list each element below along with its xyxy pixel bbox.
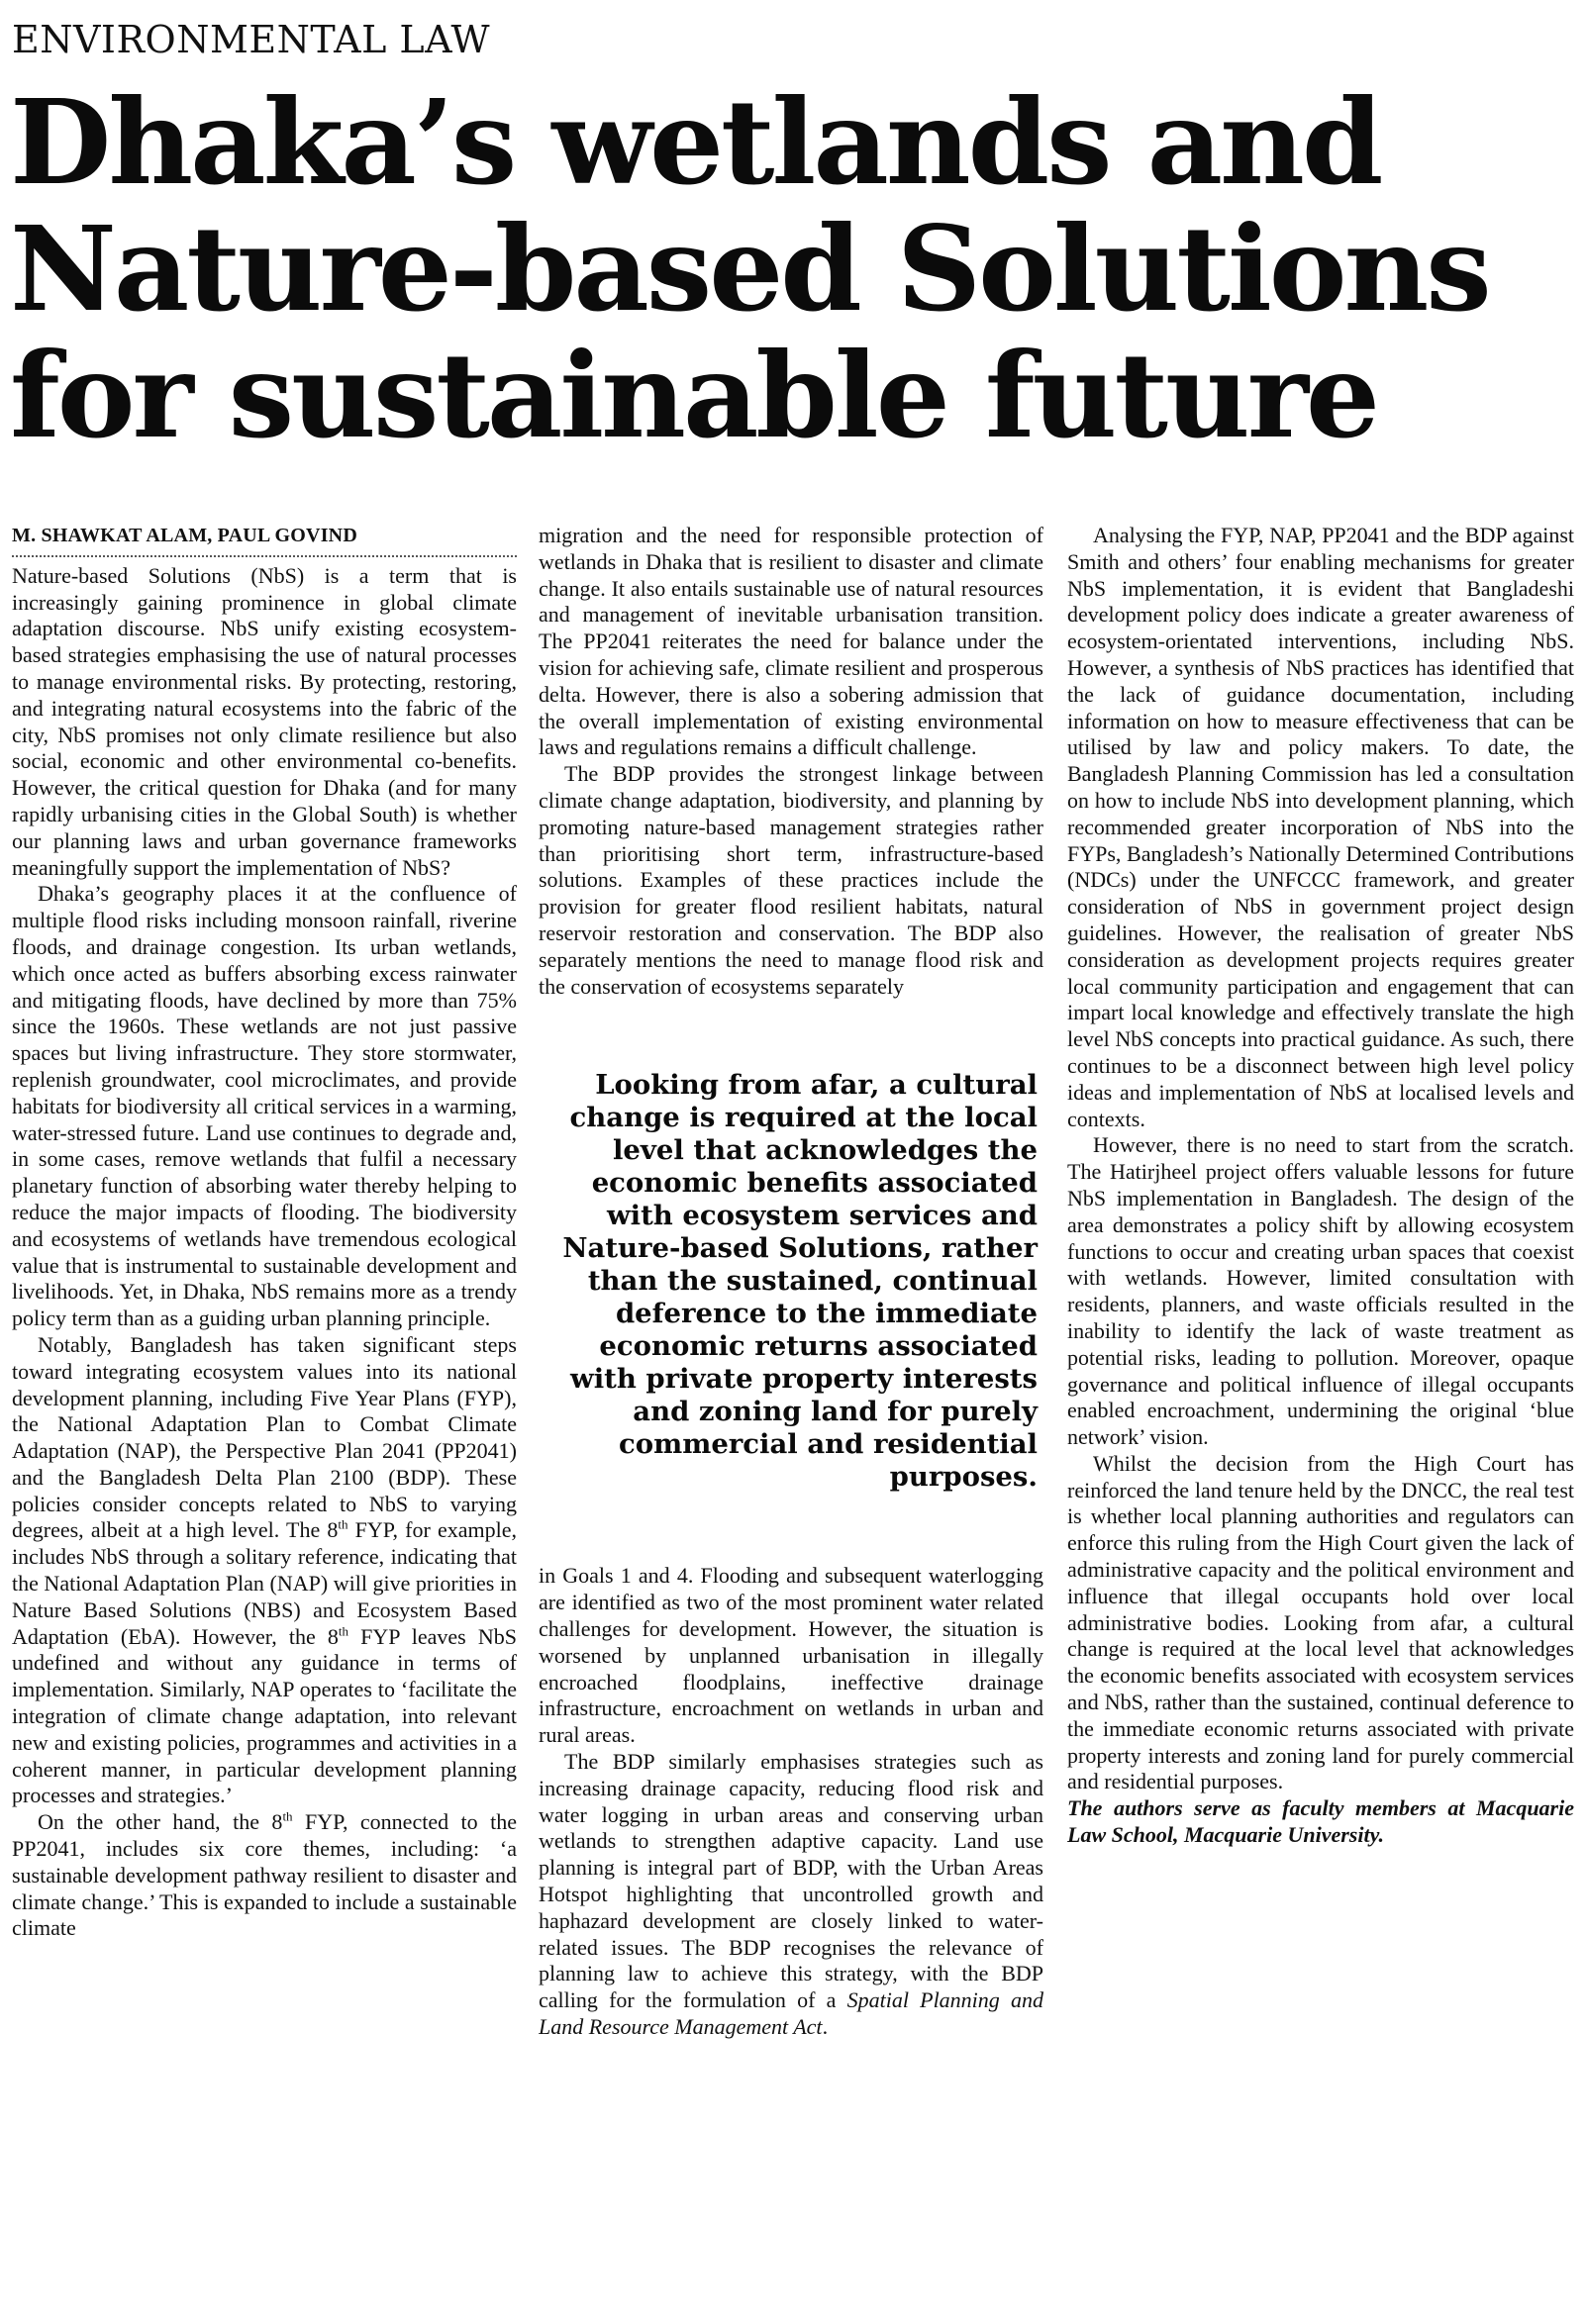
paragraph: Notably, Bangladesh has taken significant steps toward integrating ecosystem values into its national development planning, including Five Year Plans (FYP), the National Adaptation Plan to Combat Climate Adaptation (NAP), the Perspective Plan 2041 (PP2041) and the Bangladesh Delta Plan 2100 (BDP). These policies consider concepts related to NbS to varying degrees, albeit at a high level. The 8th FYP, for example, includes NbS through a solitary reference, indicating that the National Adaptation Plan (NAP) will give priorities in Nature Based Solutions (NBS) and Ecosystem Based Adaptation (EbA). However, the 8th FYP leaves NbS undefined and without any guidance in terms of implementation. Similarly, NAP operates to ‘facilitate the integration of climate change adaptation, into relevant new and existing policies, programmes and activities in a coherent manner, in particular development planning processes and strategies.’ [12, 1331, 517, 1808]
paragraph: The BDP similarly emphasises strategies such as increasing drainage capacity, reducing flood risk and water logging in urban areas and conserving urban wetlands to strengthen adaptive capacity. Land use planning is integral part of BDP, with the Urban Areas Hotspot highlighting that uncontrolled growth and haphazard development are closely linked to water-related issues. The BDP recognises the relevance of planning law to achieve this strategy, with the BDP calling for the formulation of a Spatial Planning and Land Resource Management Act. [539, 1748, 1043, 2039]
paragraph: in Goals 1 and 4. Flooding and subsequent waterlogging are identified as two of the most prominent water related challenges for development. However, the situation is worsened by unplanned urbanisation in illegally encroached floodplains, ineffective drainage infrastructure, encroachment on wetlands in urban and rural areas. [539, 1563, 1043, 1748]
column-3 [1067, 523, 1574, 2304]
act-title: Spatial Planning and Land Resource Management Act [539, 1987, 1043, 2039]
headline-line-3: for sustainable future [10, 327, 1377, 464]
column-1 [12, 523, 517, 2304]
paragraph: On the other hand, the 8th FYP, connected to the PP2041, includes six core themes, including: ‘a sustainable development pathway resilient to disaster and climate change.’ This is expanded to include a sustainable climate [12, 1808, 517, 1941]
paragraph: The BDP provides the strongest linkage between climate change adaptation, biodiversity, and planning by promoting nature-based management strategies rather than prioritising short term, infrastructure-based solutions. Examples of these practices include the provision for greater flood resilient habitats, natural reservoir restoration and conservation. The BDP also separately mentions the need to manage flood risk and the conservation of ecosystems separately [539, 761, 1043, 999]
paragraph: Dhaka’s geography places it at the confluence of multiple flood risks including monsoon rainfall, riverine floods, and drainage congestion. Its urban wetlands, which once acted as buffers absorbing excess rainwater and mitigating floods, have declined by more than 75% since the 1960s. These wetlands are not just passive spaces but living infrastructure. They store stormwater, replenish groundwater, cool microclimates, and provide habitats for biodiversity all critical services in a warming, water-stressed future. Land use continues to degrade and, in some cases, remove wetlands that fulfil a necessary planetary function of absorbing water thereby helping to reduce the major impacts of flooding. The biodiversity and ecosystems of wetlands have tremendous ecological value that is instrumental to sustainable development and livelihoods. Yet, in Dhaka, NbS remains more as a trendy policy term than as a guiding urban planning principle. [12, 881, 517, 1331]
pull-quote: Looking from afar, a cultural change is required at the local level that acknowledges the economic benefits associated with ecosystem services and Nature-based Solutions, rather than the sustained, continual deference to the immediate economic returns associated with private property interests and zoning land for purely commercial and residential purposes. [562, 1069, 1038, 1494]
paragraph: Whilst the decision from the High Court has reinforced the land tenure held by the DNCC, the real test is whether local planning authorities and regulators can enforce this ruling from the High Court given the lack of administrative capacity and the political environment and influence that illegal occupants hold over local administrative bodies. Looking from afar, a cultural change is required at the local level that acknowledges the economic benefits associated with ecosystem services and NbS, rather than the sustained, continual deference to the immediate economic returns associated with private property interests and zoning land for purely commercial and residential purposes. [1067, 1450, 1574, 1794]
paragraph: Analysing the FYP, NAP, PP2041 and the BDP against Smith and others’ four enabling mechanisms for greater NbS implementation, it is evident that Bangladeshi development policy does indicate a greater awareness of ecosystem-orientated interventions, including NbS. However, a synthesis of NbS practices has identified that the lack of guidance documentation, including information on how to measure effectiveness that can be utilised by law and policy makers. To date, the Bangladesh Planning Commission has led a consultation on how to include NbS into development planning, which recommended greater incorporation of NbS into the FYPs, Bangladesh’s Nationally Determined Contributions (NDCs) under the UNFCCC framework, and greater consideration of NbS in government project design guidelines. However, the realisation of greater NbS consideration as development projects requires greater local community participation and engagement that can impart local knowledge and effectively translate the high level NbS concepts into practical guidance. As such, there continues to be a disconnect between high level policy ideas and implementation of NbS at localised levels and contexts. [1067, 523, 1574, 1131]
author-note: The authors serve as faculty members at Macquarie Law School, Macquarie University. [1067, 1795, 1574, 1848]
headline [10, 73, 1584, 464]
column-2 [539, 523, 1043, 2304]
paragraph: Nature-based Solutions (NbS) is a term that is increasingly gaining prominence in global climate adaptation discourse. NbS unify existing ecosystem-based strategies emphasising the use of natural processes to manage environmental risks. By protecting, restoring, and integrating natural ecosystems into the fabric of the city, NbS promises not only climate resilience but also social, economic and other environmental co-benefits. However, the critical question for Dhaka (and for many rapidly urbanising cities in the Global South) is whether our planning laws and urban governance frameworks meaningfully support the implementation of NbS? [12, 562, 517, 880]
paragraph: migration and the need for responsible protection of wetlands in Dhaka that is resilient to disaster and climate change. It also entails sustainable use of natural resources and management of inevitable urbanisation transition. The PP2041 reiterates the need for balance under the vision for achieving safe, climate resilient and prosperous delta. However, there is also a sobering admission that the overall implementation of existing environmental laws and regulations remains a difficult challenge. [539, 523, 1043, 760]
headline-line-1: Dhaka’s wetlands and [10, 73, 1381, 211]
headline-line-2: Nature-based Solutions [10, 200, 1489, 338]
section-label: ENVIRONMENTAL LAW [12, 18, 491, 61]
byline: M. SHAWKAT ALAM, PAUL GOVIND [12, 523, 517, 557]
paragraph: However, there is no need to start from the scratch. The Hatirjheel project offers valuable lessons for future NbS implementation in Bangladesh. The design of the area demonstrates a policy shift by allowing ecosystem functions to occur and creating urban spaces that coexist with wetlands. However, limited consultation with residents, planners, and waste officials resulted in the inability to identify the lack of waste treatment as potential risks, leading to pollution. Moreover, opaque governance and political influence of illegal occupants enabled encroachment, undermining the original ‘blue network’ vision. [1067, 1132, 1574, 1450]
